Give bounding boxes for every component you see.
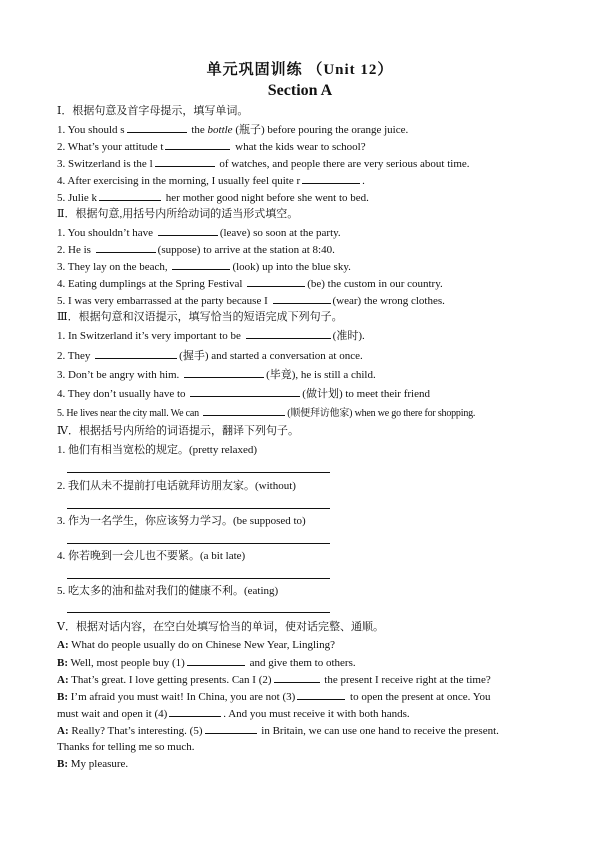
dialogue-line: A: Really? That’s interesting. (5) in Britain, we can use one hand to receive the present. xyxy=(57,725,499,737)
s4-item-5: 5. 吃太多的油和盐对我们的健康不利。(eating) xyxy=(57,585,279,597)
answer-blank[interactable] xyxy=(172,259,230,270)
answer-line[interactable] xyxy=(67,472,330,473)
answer-blank[interactable] xyxy=(158,225,218,236)
s1-item-3: 3. Switzerland is the l of watches, and people there are very serious about time. xyxy=(57,158,470,170)
s1-item-2: 2. What’s your attitude t what the kids wear to school? xyxy=(57,141,366,153)
answer-blank[interactable] xyxy=(274,672,320,683)
s4-item-3: 3. 作为一名学生，你应该努力学习。(be supposed to) xyxy=(57,515,306,527)
dialogue-line: B: I’m afraid you must wait! In China, you are not (3) to open the present at once. You xyxy=(57,691,491,703)
s3-item-4: 4. They don’t usually have to (做计划) to meet their friend xyxy=(57,388,430,400)
answer-blank[interactable] xyxy=(184,367,264,378)
answer-line[interactable] xyxy=(67,543,330,544)
answer-blank[interactable] xyxy=(95,348,177,359)
s2-item-2: 2. He is (suppose) to arrive at the station at 8:40. xyxy=(57,244,335,256)
answer-blank[interactable] xyxy=(273,293,331,304)
s2-item-4: 4. Eating dumplings at the Spring Festival (be) the custom in our country. xyxy=(57,278,443,290)
dialogue-line: must wait and open it (4) . And you must receive it with both hands. xyxy=(57,708,410,720)
s2-item-5: 5. I was very embarrassed at the party because I (wear) the wrong clothes. xyxy=(57,295,445,307)
answer-line[interactable] xyxy=(67,612,330,613)
section-5-heading: Ⅴ．根据对话内容，在空白处填写恰当的单词，使对话完整、通顺。 xyxy=(57,621,384,633)
answer-blank[interactable] xyxy=(247,276,305,287)
s3-item-3: 3. Don’t be angry with him. (毕竟), he is still a child. xyxy=(57,369,376,381)
answer-blank[interactable] xyxy=(205,723,257,734)
s3-item-5: 5. He lives near the city mall. We can (顺便拜访他家) when we go there for shopping. xyxy=(57,405,475,421)
dialogue-line: B: My pleasure. xyxy=(57,758,129,770)
s4-item-1: 1. 他们有相当宽松的规定。(pretty relaxed) xyxy=(57,444,258,456)
answer-blank[interactable] xyxy=(187,655,245,666)
answer-line[interactable] xyxy=(67,578,330,579)
page-title: 单元巩固训练 （Unit 12） xyxy=(206,62,394,78)
s1-item-4: 4. After exercising in the morning, I usually feel quite r . xyxy=(57,175,365,187)
answer-blank[interactable] xyxy=(302,173,360,184)
s3-item-1: 1. In Switzerland it’s very important to be (准时). xyxy=(57,330,365,342)
dialogue-line: A: That’s great. I love getting presents. Can I (2) the present I receive right at the time? xyxy=(57,674,491,686)
s1-item-1: 1. You should s the bottle (瓶子) before pouring the orange juice. xyxy=(57,124,409,136)
answer-blank[interactable] xyxy=(96,242,156,253)
dialogue-line: A: What do people usually do on Chinese New Year, Lingling? xyxy=(57,639,335,651)
answer-blank[interactable] xyxy=(190,386,300,397)
section-4-heading: Ⅳ．根据括号内所给的词语提示，翻译下列句子。 xyxy=(57,425,299,437)
section-title: Section A xyxy=(267,82,333,99)
answer-blank[interactable] xyxy=(297,689,345,700)
s3-item-2: 2. They (握手) and started a conversation at once. xyxy=(57,350,363,362)
answer-blank[interactable] xyxy=(165,139,230,150)
answer-blank[interactable] xyxy=(246,328,331,339)
answer-blank[interactable] xyxy=(203,405,285,416)
dialogue-line: B: Well, most people buy (1) and give them to others. xyxy=(57,657,356,669)
section-3-heading: Ⅲ．根据句意和汉语提示，填写恰当的短语完成下列句子。 xyxy=(57,311,343,323)
answer-blank[interactable] xyxy=(127,122,187,133)
s4-item-2: 2. 我们从未不提前打电话就拜访朋友家。(without) xyxy=(57,480,296,492)
answer-line[interactable] xyxy=(67,508,330,509)
answer-blank[interactable] xyxy=(169,706,221,717)
s4-item-4: 4. 你若晚到一会儿也不要紧。(a bit late) xyxy=(57,550,246,562)
s1-item-5: 5. Julie k her mother good night before she went to bed. xyxy=(57,192,369,204)
answer-blank[interactable] xyxy=(155,156,215,167)
dialogue-line: Thanks for telling me so much. xyxy=(57,741,195,753)
answer-blank[interactable] xyxy=(99,190,161,201)
s2-item-1: 1. You shouldn’t have (leave) so soon at the party. xyxy=(57,227,341,239)
section-2-heading: Ⅱ．根据句意,用括号内所给动词的适当形式填空。 xyxy=(57,208,299,220)
s2-item-3: 3. They lay on the beach, (look) up into the blue sky. xyxy=(57,261,351,273)
section-1-heading: Ⅰ．根据句意及首字母提示，填写单词。 xyxy=(57,105,249,117)
